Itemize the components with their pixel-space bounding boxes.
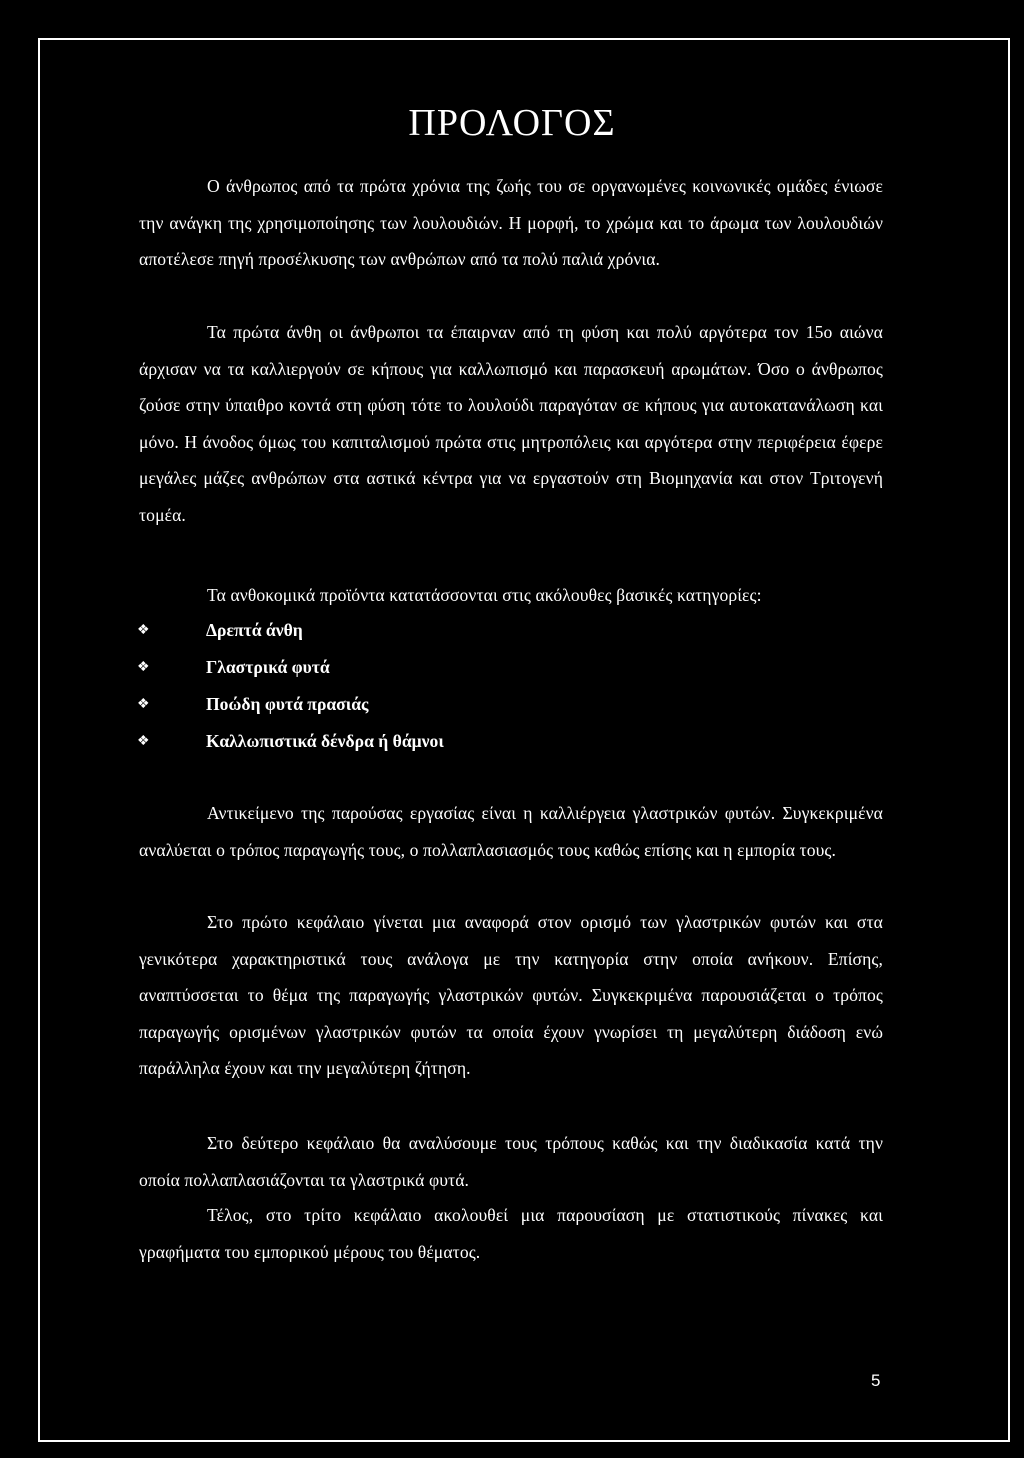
page-title: ΠΡΟΛΟΓΟΣ — [408, 102, 616, 144]
categories-intro-paragraph: Τα ανθοκομικά προϊόντα κατατάσσονται στις ακόλουθες βασικές κατηγορίες: — [207, 585, 762, 605]
chapter-two-paragraph: Στο δεύτερο κεφάλαιο θα αναλύσουμε τους τρόπους καθώς και την διαδικασία κατά την οποία πολλαπλασιάζονται τα γλαστρικά φυτά. — [139, 1133, 883, 1190]
chapter-one-paragraph: Στο πρώτο κεφάλαιο γίνεται μια αναφορά στον ορισμό των γλαστρικών φυτών και στα γενικότερα χαρακτηριστικά τους ανάλογα με την κατηγορία στην οποία ανήκουν. Επίσης, αναπτύσσεται το θέμα της παραγωγής γλαστρικών φυτών. Συγκεκριμένα παρουσιάζεται ο τρόπος παραγωγής ορισμένων γλαστρικών φυτών τα οποία έχουν γνωρίσει τη μεγαλύτερη διάδοση ενώ παράλληλα έχουν και την μεγαλύτερη ζήτηση. — [139, 912, 883, 1079]
diamond-dots-icon: ❖ — [137, 623, 150, 638]
category-label: Γλαστρικά φυτά — [206, 657, 330, 677]
diamond-dots-icon: ❖ — [137, 734, 150, 749]
category-label: Ποώδη φυτά πρασιάς — [206, 694, 369, 714]
subject-paragraph: Αντικείμενο της παρούσας εργασίας είναι η καλλιέργεια γλαστρικών φυτών. Συγκεκριμένα αναλύεται ο τρόπος παραγωγής τους, ο πολλαπλασιασμός τους καθώς επίσης και η εμπορία τους. — [139, 803, 883, 860]
chapter-three-paragraph: Τέλος, στο τρίτο κεφάλαιο ακολουθεί μια παρουσίαση με στατιστικούς πίνακες και γραφήματα του εμπορικού μέρους του θέματος. — [139, 1205, 883, 1262]
category-label: Καλλωπιστικά δένδρα ή θάμνοι — [206, 731, 444, 751]
history-paragraph: Τα πρώτα άνθη οι άνθρωποι τα έπαιρναν από τη φύση και πολύ αργότερα τον 15ο αιώνα άρχισαν να τα καλλιεργούν σε κήπους για καλλωπισμό και παρασκευή αρωμάτων. Όσο ο άνθρωπος ζούσε στην ύπαιθρο κοντά στη φύση τότε το λουλούδι παραγόταν σε κήπους για αυτοκατανάλωση και μόνο. Η άνοδος όμως του καπιταλισμού πρώτα στις μητροπόλεις και αργότερα στην περιφέρεια έφερε μεγάλες μάζες ανθρώπων στα αστικά κέντρα για να εργαστούν στη Βιομηχανία και στον Τριτογενή τομέα. — [139, 322, 883, 525]
page-number: 5 — [871, 1371, 881, 1390]
intro-paragraph: Ο άνθρωπος από τα πρώτα χρόνια της ζωής του σε οργανωμένες κοινωνικές ομάδες ένιωσε την ανάγκη της χρησιμοποίησης των λουλουδιών. Η μορφή, το χρώμα και το άρωμα των λουλουδιών αποτέλεσε πηγή προσέλκυσης των ανθρώπων από τα πολύ παλιά χρόνια. — [139, 176, 883, 270]
diamond-dots-icon: ❖ — [137, 697, 150, 712]
category-label: Δρεπτά άνθη — [206, 620, 303, 640]
diamond-dots-icon: ❖ — [137, 660, 150, 675]
